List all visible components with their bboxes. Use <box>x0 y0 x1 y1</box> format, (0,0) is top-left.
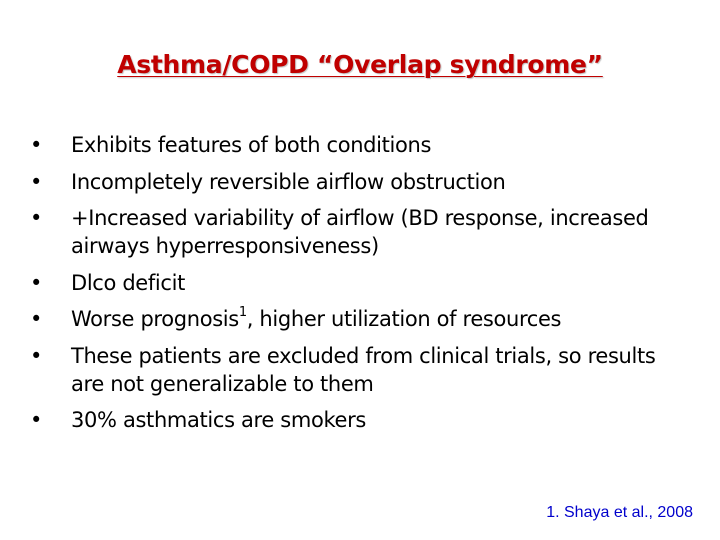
bullet-list <box>30 131 680 443</box>
bullet-item <box>30 168 680 196</box>
bullet-item <box>30 406 680 434</box>
bullet-item <box>30 131 680 159</box>
bullet-text-continued: , higher utilization of resources <box>246 307 562 331</box>
bullet-item <box>30 269 680 297</box>
bullet-text: These patients are excluded from clinical trials, so results are not generalizable to them <box>71 343 656 396</box>
bullet-marker: • <box>30 343 43 368</box>
bullet-text: Incompletely reversible airflow obstruction <box>71 169 506 194</box>
bullet-marker: • <box>30 408 43 432</box>
bullet-text: Worse prognosis <box>71 307 239 331</box>
footnote-citation: 1. Shaya et al., 2008 <box>546 504 693 521</box>
bullet-item <box>30 305 680 333</box>
bullet-marker: • <box>30 206 43 230</box>
bullet-item <box>30 342 680 398</box>
bullet-item <box>30 204 680 260</box>
bullet-marker: • <box>30 133 43 157</box>
slide-title: Asthma/COPD “Overlap syndrome” <box>117 50 603 79</box>
bullet-marker: • <box>30 307 43 331</box>
bullet-text: Dlco deficit <box>71 270 185 295</box>
bullet-text: Exhibits features of both conditions <box>71 133 432 157</box>
bullet-marker: • <box>30 169 43 194</box>
bullet-marker: • <box>30 270 43 295</box>
bullet-text: 30% asthmatics are smokers <box>71 408 366 432</box>
bullet-text: +Increased variability of airflow (BD response, increased airways hyperresponsiveness) <box>71 206 649 258</box>
footnote-reference: 1 <box>238 305 247 320</box>
